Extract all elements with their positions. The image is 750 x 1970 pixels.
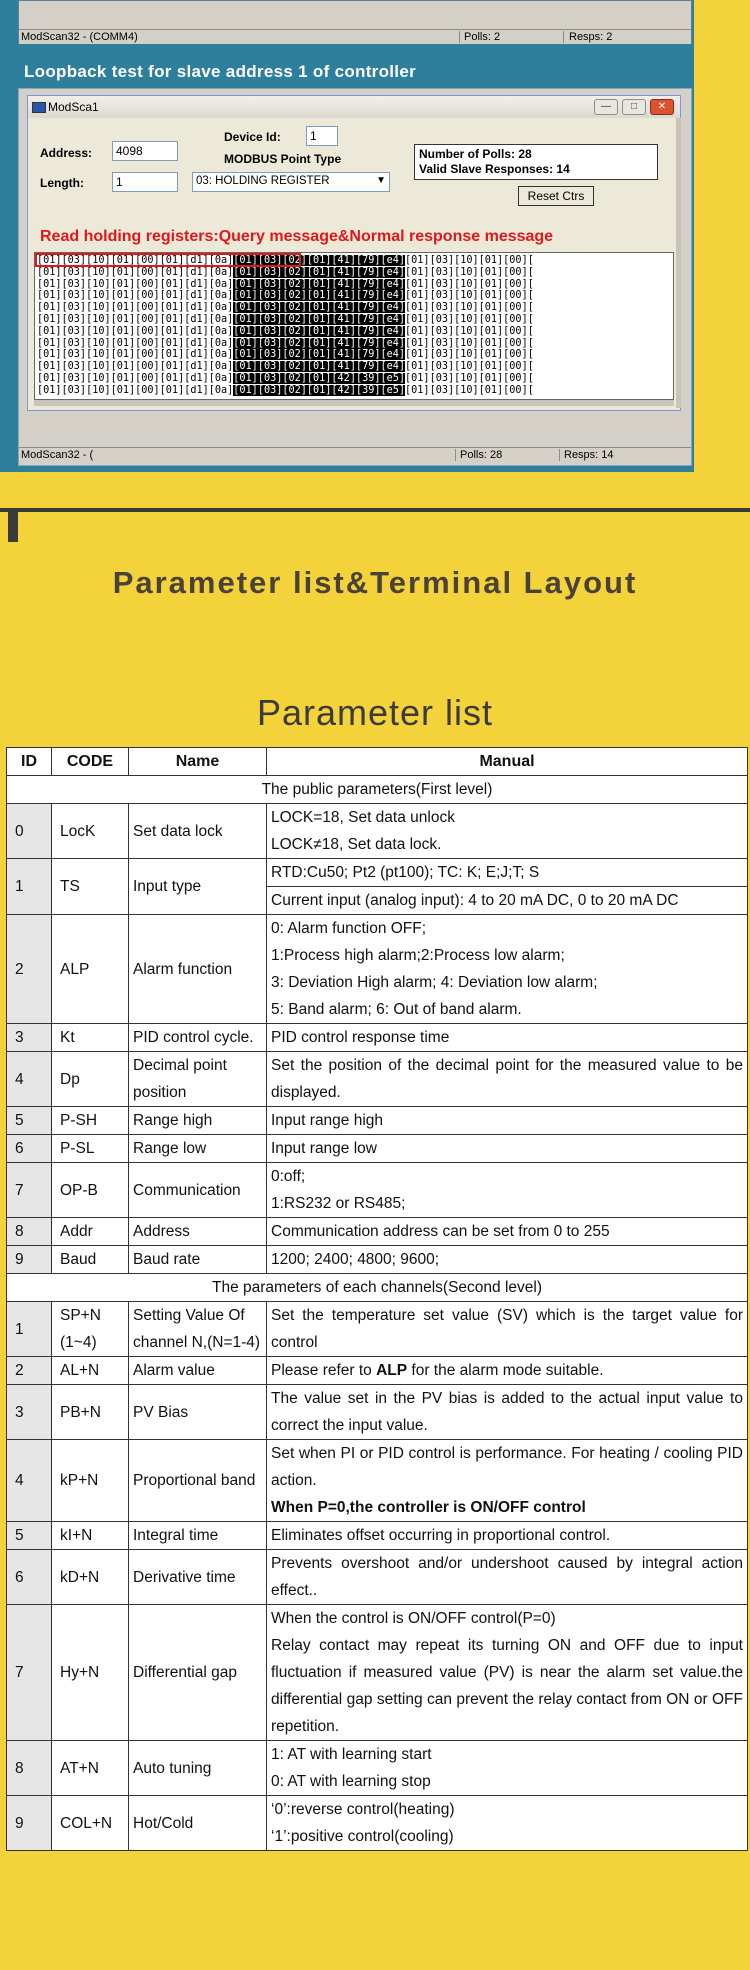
table-section-row bbox=[7, 1274, 748, 1302]
manual-line: Set the temperature set value (SV) which is the target value for control bbox=[271, 1307, 743, 1351]
table-row bbox=[7, 804, 748, 859]
param-id: 8 bbox=[7, 1741, 52, 1796]
param-code: SP+N (1~4) bbox=[52, 1302, 129, 1357]
close-button[interactable]: ✕ bbox=[650, 99, 674, 115]
param-name: Communication bbox=[129, 1163, 267, 1218]
traffic-row bbox=[37, 361, 534, 373]
vertical-scrollbar[interactable] bbox=[676, 118, 681, 408]
length-label: Length: bbox=[40, 176, 84, 190]
section-title: The parameters of each channels(Second level) bbox=[7, 1274, 748, 1302]
table-row bbox=[7, 1796, 748, 1851]
param-id: 0 bbox=[7, 804, 52, 859]
traffic-row bbox=[37, 302, 534, 314]
param-name: Decimal point position bbox=[129, 1052, 267, 1107]
status-resps: Resps: 14 bbox=[564, 449, 614, 461]
response-bytes: [01][03][02][01][42][39][e5] bbox=[233, 373, 406, 384]
param-code: Addr bbox=[52, 1218, 129, 1246]
query-bytes: [01][03][10][01][00][01][d1][0a] bbox=[37, 337, 234, 349]
param-manual bbox=[267, 1107, 748, 1135]
loopback-caption: Loopback test for slave address 1 of controller bbox=[24, 62, 416, 81]
response-bytes: [01][03][02][01][42][39][e5] bbox=[233, 384, 406, 396]
table-row bbox=[7, 1741, 748, 1796]
length-input[interactable] bbox=[112, 172, 178, 192]
manual-line: LOCK=18, Set data unlock bbox=[271, 809, 455, 826]
traffic-display bbox=[34, 252, 674, 400]
table-row bbox=[7, 1550, 748, 1605]
param-code: TS bbox=[52, 859, 129, 915]
query-bytes: [01][03][10][01][00][01][d1][0a] bbox=[37, 384, 234, 396]
table-row bbox=[7, 1522, 748, 1550]
point-type-label: MODBUS Point Type bbox=[224, 152, 342, 166]
param-manual bbox=[267, 1163, 748, 1218]
response-bytes: [01][03][02][01][41][79][e4] bbox=[233, 278, 406, 290]
response-bytes: [01][03][02][01][41][79][e4] bbox=[233, 266, 406, 278]
col-code: CODE bbox=[52, 748, 129, 776]
manual-line: When the control is ON/OFF control(P=0) bbox=[271, 1610, 556, 1627]
statusbar bbox=[19, 29, 691, 44]
param-name: Range low bbox=[129, 1135, 267, 1163]
param-name: Alarm function bbox=[129, 915, 267, 1024]
table-row bbox=[7, 1218, 748, 1246]
table-row bbox=[7, 1107, 748, 1135]
param-code: kD+N bbox=[52, 1550, 129, 1605]
param-manual bbox=[267, 1605, 748, 1741]
table-row bbox=[7, 1385, 748, 1440]
manual-line: The value set in the PV bias is added to the actual input value to correct the input value. bbox=[271, 1390, 743, 1434]
poll-stats-box bbox=[414, 144, 658, 180]
param-id: 8 bbox=[7, 1218, 52, 1246]
point-type-select[interactable] bbox=[192, 172, 390, 192]
query-bytes: [01][03][10][01][00][01][d1][0a] bbox=[37, 266, 234, 278]
param-name: Setting Value Of channel N,(N=1-4) bbox=[129, 1302, 267, 1357]
valid-responses: Valid Slave Responses: 14 bbox=[419, 162, 570, 176]
traffic-row bbox=[37, 267, 534, 279]
response-bytes: [01][03][02][01][41][79][e4] bbox=[233, 349, 406, 361]
next-query-bytes: [01][03][10][01][00][ bbox=[405, 290, 534, 302]
response-bytes: [01][03][02][01][41][79][e4] bbox=[233, 337, 406, 349]
manual-line: Set the position of the decimal point for the measured value to be displayed. bbox=[271, 1057, 743, 1101]
param-manual bbox=[267, 1135, 748, 1163]
manual-line: 5: Band alarm; 6: Out of band alarm. bbox=[271, 1001, 522, 1018]
table-row bbox=[7, 915, 748, 1024]
param-manual bbox=[267, 1522, 748, 1550]
next-query-bytes: [01][03][10][01][00][ bbox=[405, 349, 534, 361]
query-highlight-box bbox=[35, 253, 301, 267]
param-manual bbox=[267, 1741, 748, 1796]
param-id: 1 bbox=[7, 859, 52, 915]
param-id: 3 bbox=[7, 1385, 52, 1440]
manual-line: ‘1’:positive control(cooling) bbox=[271, 1828, 454, 1845]
child-title-bar bbox=[28, 96, 680, 118]
manual-line: Eliminates offset occurring in proportional control. bbox=[271, 1527, 611, 1544]
manual-line: 1: AT with learning start bbox=[271, 1746, 432, 1763]
table-row bbox=[7, 1052, 748, 1107]
col-manual: Manual bbox=[267, 748, 748, 776]
traffic-row bbox=[37, 314, 534, 326]
query-bytes: [01][03][10][01][00][01][d1][0a] bbox=[37, 302, 234, 314]
next-query-bytes: [01][03][10][01][00][ bbox=[405, 325, 534, 337]
manual-line: Input range low bbox=[271, 1140, 377, 1157]
param-code: LocK bbox=[52, 804, 129, 859]
section-divider bbox=[0, 508, 750, 512]
param-code: AT+N bbox=[52, 1741, 129, 1796]
modscan-statusbar bbox=[19, 447, 691, 462]
section-divider-tab bbox=[8, 512, 18, 542]
param-manual bbox=[267, 1246, 748, 1274]
param-name: Auto tuning bbox=[129, 1741, 267, 1796]
manual-line: Input range high bbox=[271, 1112, 384, 1129]
param-name: Differential gap bbox=[129, 1605, 267, 1741]
app-icon bbox=[32, 102, 46, 113]
param-manual bbox=[267, 1550, 748, 1605]
param-name: Range high bbox=[129, 1107, 267, 1135]
status-polls: Polls: 2 bbox=[464, 31, 501, 43]
manual-line: RTD:Cu50; Pt2 (pt100); TC: K; E;J;T; S bbox=[271, 864, 540, 881]
manual-line: 1:Process high alarm;2:Process low alarm; bbox=[271, 947, 565, 964]
param-id: 2 bbox=[7, 915, 52, 1024]
manual-line: 1:RS232 or RS485; bbox=[271, 1195, 406, 1212]
param-id: 9 bbox=[7, 1796, 52, 1851]
param-manual bbox=[267, 1024, 748, 1052]
manual-line: 1200; 2400; 4800; 9600; bbox=[271, 1251, 440, 1268]
param-id: 7 bbox=[7, 1163, 52, 1218]
device-id-input[interactable] bbox=[306, 126, 338, 146]
traffic-row bbox=[37, 373, 534, 385]
param-manual bbox=[267, 1796, 748, 1851]
col-name: Name bbox=[129, 748, 267, 776]
param-code: kI+N bbox=[52, 1522, 129, 1550]
parameter-table bbox=[6, 747, 748, 1851]
response-bytes: [01][03][02][01][41][79][e4] bbox=[233, 314, 406, 325]
param-name: Alarm value bbox=[129, 1357, 267, 1385]
table-row bbox=[7, 1163, 748, 1218]
table-row bbox=[7, 1024, 748, 1052]
param-name: PID control cycle. bbox=[129, 1024, 267, 1052]
param-id: 5 bbox=[7, 1522, 52, 1550]
param-manual bbox=[267, 1357, 748, 1385]
param-name: PV Bias bbox=[129, 1385, 267, 1440]
traffic-row bbox=[37, 279, 534, 291]
device-id-label: Device Id: bbox=[224, 130, 281, 144]
param-name: Address bbox=[129, 1218, 267, 1246]
manual-line: 3: Deviation High alarm; 4: Deviation low alarm; bbox=[271, 974, 598, 991]
param-manual bbox=[267, 804, 748, 859]
status-title: ModScan32 - ( bbox=[21, 449, 94, 461]
next-query-bytes: [01][03][10][01][00][ bbox=[405, 278, 534, 290]
polls-count: Number of Polls: 28 bbox=[419, 147, 532, 161]
param-name: Baud rate bbox=[129, 1246, 267, 1274]
param-code: AL+N bbox=[52, 1357, 129, 1385]
response-bytes: [01][03][02][01][41][79][e4] bbox=[233, 302, 406, 314]
table-row bbox=[7, 859, 748, 915]
query-bytes: [01][03][10][01][00][01][d1][0a] bbox=[37, 325, 234, 337]
next-query-bytes: [01][03][10][01][00][ bbox=[405, 314, 534, 325]
param-manual bbox=[267, 1218, 748, 1246]
table-row bbox=[7, 1135, 748, 1163]
query-bytes: [01][03][10][01][00][01][d1][0a] bbox=[37, 349, 234, 361]
col-id: ID bbox=[7, 748, 52, 776]
manual-line: PID control response time bbox=[271, 1029, 450, 1046]
next-query-bytes: [01][03][10][01][00][ bbox=[405, 266, 534, 278]
point-type-value: 03: HOLDING REGISTER bbox=[196, 175, 330, 187]
window-title: ModSca1 bbox=[48, 100, 99, 114]
traffic-row bbox=[37, 385, 534, 397]
modscan-screenshot-area bbox=[0, 0, 694, 472]
minimize-button[interactable]: — bbox=[594, 99, 618, 115]
manual-bold: ALP bbox=[376, 1362, 408, 1379]
reset-counters-button[interactable]: Reset Ctrs bbox=[518, 186, 594, 206]
traffic-row bbox=[37, 326, 534, 338]
read-registers-heading: Read holding registers:Query message&Normal response message bbox=[40, 228, 554, 245]
param-name: Derivative time bbox=[129, 1550, 267, 1605]
param-code: Hy+N bbox=[52, 1605, 129, 1741]
table-row bbox=[7, 1440, 748, 1522]
param-id: 6 bbox=[7, 1550, 52, 1605]
manual-line: 0:off; bbox=[271, 1168, 306, 1185]
response-bytes: [01][03][02][01][41][79][e4] bbox=[233, 325, 406, 337]
status-title: ModScan32 - (COMM4) bbox=[21, 31, 138, 43]
param-manual bbox=[267, 1385, 748, 1440]
response-bytes: [01][03][02][01][41][79][e4] bbox=[233, 361, 406, 373]
status-resps: Resps: 2 bbox=[569, 31, 613, 43]
section-title: The public parameters(First level) bbox=[7, 776, 748, 804]
param-code: kP+N bbox=[52, 1440, 129, 1522]
manual-line: Set when PI or PID control is performance. For heating / cooling PID action. bbox=[271, 1445, 743, 1489]
manual-line: Relay contact may repeat its turning ON and OFF due to input fluctuation if measured value (PV) is near the alarm set value.the differential gap setting can prevent the relay contact from ON or OFF repetition. bbox=[271, 1637, 743, 1735]
manual-line: Current input (analog input): 4 to 20 mA DC, 0 to 20 mA DC bbox=[267, 886, 747, 914]
next-query-bytes: [01][03][10][01][00][ bbox=[405, 255, 534, 266]
manual-line: Communication address can be set from 0 to 255 bbox=[271, 1223, 610, 1240]
param-id: 4 bbox=[7, 1440, 52, 1522]
param-code: OP-B bbox=[52, 1163, 129, 1218]
manual-bold-line: When P=0,the controller is ON/OFF control bbox=[271, 1499, 586, 1516]
address-input[interactable] bbox=[112, 141, 178, 161]
table-header-row bbox=[7, 748, 748, 776]
traffic-row bbox=[37, 338, 534, 350]
next-query-bytes: [01][03][10][01][00][ bbox=[405, 373, 534, 384]
param-code: COL+N bbox=[52, 1796, 129, 1851]
query-bytes: [01][03][10][01][00][01][d1][0a] bbox=[37, 314, 234, 325]
param-code: Dp bbox=[52, 1052, 129, 1107]
previous-modscan-window bbox=[18, 0, 692, 44]
param-code: PB+N bbox=[52, 1385, 129, 1440]
param-name: Hot/Cold bbox=[129, 1796, 267, 1851]
maximize-button[interactable]: □ bbox=[622, 99, 646, 115]
param-manual bbox=[267, 915, 748, 1024]
param-name: Integral time bbox=[129, 1522, 267, 1550]
param-manual bbox=[267, 1302, 748, 1357]
manual-text: Please refer to bbox=[271, 1362, 377, 1379]
table-row bbox=[7, 1302, 748, 1357]
table-section-row bbox=[7, 776, 748, 804]
query-bytes: [01][03][10][01][00][01][d1][0a] bbox=[37, 373, 234, 384]
param-manual bbox=[267, 1440, 748, 1522]
parameter-list-title: Parameter list bbox=[256, 692, 494, 733]
traffic-row bbox=[37, 349, 534, 361]
manual-line: LOCK≠18, Set data lock. bbox=[271, 836, 442, 853]
table-row bbox=[7, 1605, 748, 1741]
modsca1-child-window bbox=[27, 95, 681, 411]
address-label: Address: bbox=[40, 146, 93, 160]
param-name: Set data lock bbox=[129, 804, 267, 859]
param-id: 1 bbox=[7, 1302, 52, 1357]
param-name: Input type bbox=[129, 859, 267, 915]
param-name: Proportional band bbox=[129, 1440, 267, 1522]
param-id: 5 bbox=[7, 1107, 52, 1135]
next-query-bytes: [01][03][10][01][00][ bbox=[405, 384, 534, 396]
param-manual bbox=[267, 1052, 748, 1107]
manual-line: Prevents overshoot and/or undershoot caused by integral action effect.. bbox=[271, 1555, 743, 1599]
param-id: 3 bbox=[7, 1024, 52, 1052]
param-id: 9 bbox=[7, 1246, 52, 1274]
query-bytes: [01][03][10][01][00][01][d1][0a] bbox=[37, 361, 234, 373]
manual-line: 0: AT with learning stop bbox=[271, 1773, 431, 1790]
status-polls: Polls: 28 bbox=[460, 449, 503, 461]
query-bytes: [01][03][10][01][00][01][d1][0a] bbox=[37, 255, 234, 266]
param-code: ALP bbox=[52, 915, 129, 1024]
manual-text: for the alarm mode suitable. bbox=[407, 1362, 604, 1379]
param-code: P-SL bbox=[52, 1135, 129, 1163]
param-code: P-SH bbox=[52, 1107, 129, 1135]
param-code: Kt bbox=[52, 1024, 129, 1052]
response-bytes: [01][03][02][01][41][79][e4] bbox=[233, 255, 406, 266]
table-row bbox=[7, 1246, 748, 1274]
param-id: 6 bbox=[7, 1135, 52, 1163]
traffic-row bbox=[37, 290, 534, 302]
modscan-window bbox=[18, 88, 692, 466]
query-bytes: [01][03][10][01][00][01][d1][0a] bbox=[37, 290, 234, 302]
chevron-down-icon: ▼ bbox=[376, 175, 386, 186]
response-bytes: [01][03][02][01][41][79][e4] bbox=[233, 290, 406, 302]
query-bytes: [01][03][10][01][00][01][d1][0a] bbox=[37, 278, 234, 290]
param-code: Baud bbox=[52, 1246, 129, 1274]
table-row bbox=[7, 1357, 748, 1385]
manual-line: 0: Alarm function OFF; bbox=[271, 920, 427, 937]
next-query-bytes: [01][03][10][01][00][ bbox=[405, 337, 534, 349]
param-manual bbox=[267, 859, 748, 915]
param-id: 7 bbox=[7, 1605, 52, 1741]
manual-line: ‘0’:reverse control(heating) bbox=[271, 1801, 455, 1818]
next-query-bytes: [01][03][10][01][00][ bbox=[405, 302, 534, 314]
horizontal-scrollbar[interactable] bbox=[34, 400, 674, 406]
section-heading: Parameter list&Terminal Layout bbox=[112, 565, 638, 600]
param-id: 2 bbox=[7, 1357, 52, 1385]
next-query-bytes: [01][03][10][01][00][ bbox=[405, 361, 534, 373]
param-id: 4 bbox=[7, 1052, 52, 1107]
